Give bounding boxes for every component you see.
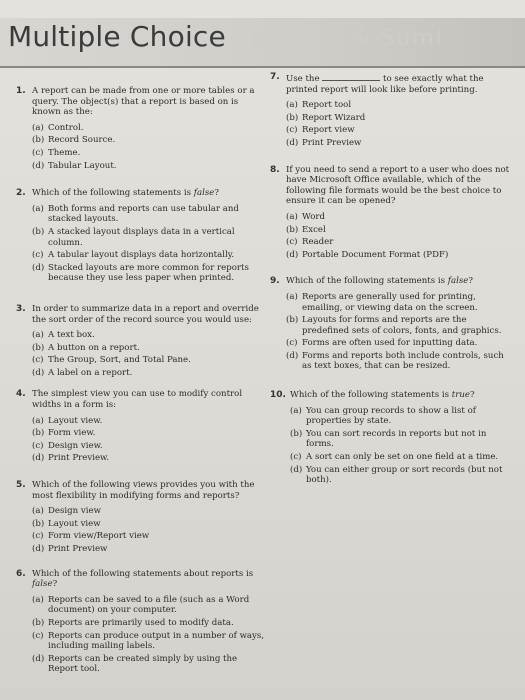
answer-option xyxy=(32,148,266,159)
option-label: (d) xyxy=(286,350,299,361)
option-text: Both forms and reports can use tabular and stacked layouts. xyxy=(48,203,239,225)
question-2 xyxy=(16,188,266,284)
option-label: (a) xyxy=(32,203,44,214)
answer-option xyxy=(286,225,515,236)
stem-text: Which of the following statements about reports is xyxy=(32,568,254,579)
answer-option xyxy=(286,292,515,313)
answer-option xyxy=(32,654,266,675)
stem-text: ? xyxy=(214,188,219,199)
question-number: 1. xyxy=(16,86,26,96)
option-text: Reports are generally used for printing, emailing, or viewing data on the screen. xyxy=(302,291,478,313)
answer-option xyxy=(32,135,266,146)
option-text: Reports can be saved to a file (such as a Word document) on your computer. xyxy=(48,594,250,616)
option-text: A sort can only be set on one field at a time. xyxy=(306,452,499,463)
stem-emphasis: false xyxy=(32,579,53,590)
option-label: (b) xyxy=(32,518,45,529)
stem-text: ? xyxy=(52,579,58,590)
question-stem xyxy=(32,188,266,199)
option-text: Stacked layouts are more common for reports because they use less paper when printed. xyxy=(48,262,249,284)
answer-option xyxy=(32,618,266,629)
option-text: Reader xyxy=(302,237,334,248)
question-stem: If you need to send a report to a user who does not have Microsoft Office available, which of the following file formats would be the best choice to ensure it can be opened? xyxy=(286,164,510,207)
option-label: (c) xyxy=(290,452,302,463)
option-text: Reports can be created simply by using the Report tool. xyxy=(48,653,238,675)
answer-option xyxy=(32,330,266,341)
option-text: Design view xyxy=(48,506,101,517)
question-number: 6. xyxy=(16,568,26,579)
option-label: (b) xyxy=(32,342,45,353)
option-label: (b) xyxy=(286,315,299,326)
option-text: Control. xyxy=(48,122,84,133)
answer-option xyxy=(32,428,266,439)
option-text: Layouts for forms and reports are the predefined sets of colors, fonts, and graphics. xyxy=(302,315,502,336)
option-label: (a) xyxy=(286,100,298,111)
question-3 xyxy=(16,304,266,379)
answer-option xyxy=(32,250,266,261)
answer-option xyxy=(286,338,515,349)
stem-text: Which of the following statements is xyxy=(286,276,448,287)
option-text: A label on a report. xyxy=(48,367,133,378)
option-text: Portable Document Format (PDF) xyxy=(302,249,449,260)
option-label: (d) xyxy=(32,367,45,378)
option-text: Layout view. xyxy=(48,415,103,426)
answer-option xyxy=(32,204,266,225)
answer-option xyxy=(32,123,266,134)
option-label: (d) xyxy=(32,160,45,171)
question-stem xyxy=(290,390,515,401)
option-text: Layout view xyxy=(48,518,101,529)
left-column xyxy=(16,86,266,686)
stem-emphasis: true xyxy=(451,390,470,401)
answer-option xyxy=(286,351,515,372)
option-text: You can either group or sort records (but not both). xyxy=(306,464,503,486)
option-text: You can sort records in reports but not in forms. xyxy=(306,428,487,450)
option-label: (c) xyxy=(32,531,44,542)
stem-text: Which of the following statements is xyxy=(290,390,452,401)
option-label: (c) xyxy=(286,338,298,349)
question-stem: The simplest view you can use to modify control widths in a form is: xyxy=(32,389,243,411)
answer-option xyxy=(286,100,515,111)
answer-option xyxy=(32,531,266,542)
question-stem xyxy=(32,569,266,590)
answer-option xyxy=(32,161,266,172)
option-text: Theme. xyxy=(48,147,81,158)
option-label: (a) xyxy=(32,330,44,341)
question-stem: In order to summarize data in a report and override the sort order of the record source you would use: xyxy=(32,303,259,325)
option-label: (c) xyxy=(32,355,44,366)
option-label: (b) xyxy=(32,135,45,146)
answer-option xyxy=(32,263,266,284)
option-label: (d) xyxy=(286,249,299,260)
question-9 xyxy=(270,276,515,372)
fill-in-blank xyxy=(322,72,380,81)
option-label: (a) xyxy=(32,122,44,133)
stem-emphasis: false xyxy=(193,188,215,199)
question-4 xyxy=(16,389,266,464)
answer-option xyxy=(286,315,515,336)
question-number: 9. xyxy=(270,276,280,287)
option-label: (d) xyxy=(32,544,45,554)
question-number: 3. xyxy=(16,303,26,314)
option-label: (a) xyxy=(290,405,302,416)
answer-option xyxy=(290,429,515,450)
option-label: (a) xyxy=(32,415,44,426)
answer-option xyxy=(32,519,266,530)
header-watermark: printed & Sumi xyxy=(250,26,444,51)
answer-option xyxy=(32,227,266,248)
answer-option xyxy=(286,125,515,136)
option-text: Record Source. xyxy=(48,135,116,146)
option-label: (b) xyxy=(32,226,45,237)
answer-option xyxy=(290,452,515,463)
option-label: (c) xyxy=(32,630,44,641)
page-title: Multiple Choice xyxy=(8,20,226,53)
option-text: You can group records to show a list of properties by state. xyxy=(306,405,476,427)
option-label: (b) xyxy=(32,428,45,439)
option-text: Reports are primarily used to modify data. xyxy=(48,617,234,628)
option-label: (b) xyxy=(286,224,299,235)
stem-text: Which of the following statements is xyxy=(32,188,194,199)
question-number: 4. xyxy=(16,389,26,400)
option-text: Forms and reports both include controls, such as text boxes, that can be resized. xyxy=(302,350,504,372)
answer-option xyxy=(32,453,266,464)
option-text: Form view. xyxy=(48,428,96,439)
option-label: (c) xyxy=(32,147,44,158)
question-number: 7. xyxy=(270,72,280,82)
stem-emphasis: false xyxy=(447,276,469,287)
question-number: 8. xyxy=(270,164,280,175)
option-label: (b) xyxy=(32,617,45,628)
question-number: 10. xyxy=(270,390,286,401)
option-text: A text box. xyxy=(48,330,95,341)
question-6 xyxy=(16,569,266,675)
option-label: (c) xyxy=(32,250,44,261)
answer-option xyxy=(32,368,266,379)
option-text: Report view xyxy=(302,125,355,136)
question-stem xyxy=(286,72,515,95)
option-label: (d) xyxy=(32,453,45,464)
option-text: Print Preview xyxy=(302,137,362,148)
option-label: (d) xyxy=(32,262,45,273)
stem-text: ? xyxy=(469,390,475,401)
option-label: (a) xyxy=(286,211,298,222)
option-text: A stacked layout displays data in a vertical column. xyxy=(48,226,235,248)
question-stem: Which of the following views provides you with the most flexibility in modifying forms and reports? xyxy=(32,480,255,501)
answer-option xyxy=(32,355,266,366)
option-text: Excel xyxy=(302,224,326,235)
option-label: (b) xyxy=(286,112,299,123)
option-text: Print Preview xyxy=(48,544,108,554)
option-text: A tabular layout displays data horizontally. xyxy=(48,250,235,261)
option-text: Design view. xyxy=(48,440,103,451)
option-text: Report Wizard xyxy=(302,112,366,123)
option-text: Word xyxy=(302,211,326,222)
option-label: (d) xyxy=(290,464,303,475)
option-label: (a) xyxy=(32,594,44,605)
right-column xyxy=(270,72,515,497)
answer-option xyxy=(286,212,515,223)
answer-option xyxy=(32,595,266,616)
answer-option xyxy=(32,343,266,354)
option-label: (a) xyxy=(32,506,44,517)
answer-option xyxy=(32,441,266,452)
answer-option xyxy=(32,544,266,555)
option-text: A button on a report. xyxy=(48,342,140,353)
option-text: Reports can produce output in a number of ways, including mailing labels. xyxy=(48,630,265,652)
answer-option xyxy=(290,465,515,486)
stem-text: to see exactly what the printed report will look like before printing. xyxy=(286,74,484,95)
question-10 xyxy=(270,390,515,486)
answer-option xyxy=(32,631,266,652)
answer-option xyxy=(32,506,266,517)
question-stem: A report can be made from one or more tables or a query. The object(s) that a report is based on is known as the: xyxy=(32,86,255,118)
stem-text: ? xyxy=(468,276,473,287)
answer-option xyxy=(286,237,515,248)
question-5 xyxy=(16,480,266,555)
option-label: (d) xyxy=(286,137,299,148)
option-label: (c) xyxy=(286,125,298,136)
option-text: Forms are often used for inputting data. xyxy=(302,338,478,349)
answer-option xyxy=(286,250,515,261)
option-label: (c) xyxy=(286,237,298,248)
answer-option xyxy=(290,406,515,427)
option-text: Print Preview. xyxy=(48,453,110,464)
question-number: 5. xyxy=(16,480,26,491)
option-text: The Group, Sort, and Total Pane. xyxy=(48,355,191,366)
option-label: (a) xyxy=(286,291,298,302)
option-text: Tabular Layout. xyxy=(48,160,117,171)
question-1 xyxy=(16,86,266,171)
question-7 xyxy=(270,72,515,149)
option-label: (b) xyxy=(290,428,303,439)
question-8 xyxy=(270,165,515,261)
stem-text: Use the xyxy=(286,74,320,84)
option-label: (c) xyxy=(32,440,44,451)
option-text: Form view/Report view xyxy=(48,531,150,542)
option-text: Report tool xyxy=(302,100,352,111)
question-stem xyxy=(286,276,515,287)
answer-option xyxy=(32,416,266,427)
answer-option xyxy=(286,138,515,149)
answer-option xyxy=(286,113,515,124)
option-label: (d) xyxy=(32,653,45,664)
question-number: 2. xyxy=(16,188,26,199)
